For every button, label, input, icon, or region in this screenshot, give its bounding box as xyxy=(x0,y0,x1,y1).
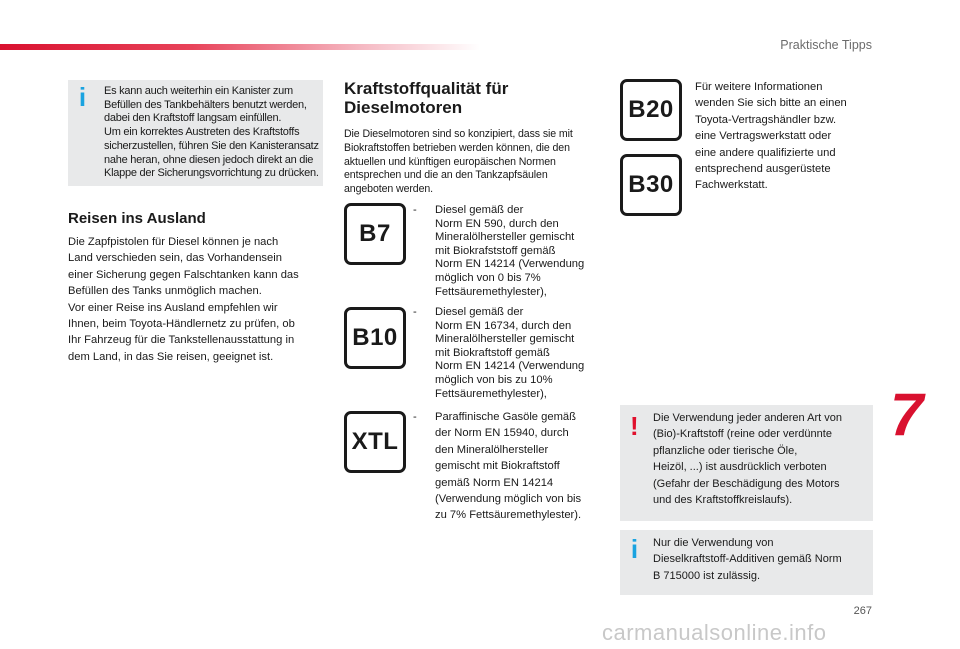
text-line: Fettsäuremethylester), xyxy=(435,387,547,400)
info-box-canister xyxy=(68,80,323,186)
text-line: wenden Sie sich bitte an einen xyxy=(695,97,847,110)
heading-line: Kraftstoffqualität für xyxy=(344,79,509,98)
text-line: Die Dieselmotoren sind so konzipiert, dass sie mit xyxy=(344,128,573,140)
text-line: Für weitere Informationen xyxy=(695,81,823,93)
text-line: den Mineralölhersteller xyxy=(435,443,549,456)
text-line: möglich von bis zu 10% xyxy=(435,373,553,386)
heading-line: Dieselmotoren xyxy=(344,98,463,117)
text-line: Fettsäuremethylester), xyxy=(435,285,547,298)
text-line: Norm EN 14214 (Verwendung xyxy=(435,360,585,373)
text-line: eine andere qualifizierte und xyxy=(695,146,836,159)
text-line: Heizöl, ...) ist ausdrücklich verboten xyxy=(653,461,827,474)
text-line: Um ein korrektes Austreten des Kraftstoffs xyxy=(104,126,300,139)
text-line: Fachwerkstatt. xyxy=(695,179,768,192)
text-line: Diesel gemäß der xyxy=(435,204,524,216)
text-line: (Bio)-Kraftstoff (reine oder verdünnte xyxy=(653,428,832,441)
text-line: dem Land, in das Sie reisen, geeignet ist. xyxy=(68,350,274,363)
fuel-badge-b7: B7 xyxy=(344,203,406,265)
text-line: Ihnen, beim Toyota-Händlernetz zu prüfen, ob xyxy=(68,318,295,331)
dash: - xyxy=(413,411,417,423)
text-line: Norm EN 14214 (Verwendung xyxy=(435,258,585,271)
text-line: pflanzliche oder tierische Öle, xyxy=(653,444,798,457)
warning-box xyxy=(620,405,873,521)
text-line: B 715000 ist zulässig. xyxy=(653,569,761,582)
chapter-number: 7 xyxy=(890,381,924,448)
text-line: eine Vertragswerkstatt oder xyxy=(695,130,832,143)
text-line: Norm EN 590, durch den xyxy=(435,217,559,230)
text-line: Dieselkraftstoff-Additiven gemäß Norm xyxy=(653,553,842,566)
text-line: Die Verwendung jeder anderen Art von xyxy=(653,412,842,424)
fuel-badge-b20: B20 xyxy=(620,79,682,141)
fuel-badge-b30: B30 xyxy=(620,154,682,216)
text-line: Befüllen des Tanks unmöglich machen. xyxy=(68,285,262,298)
text-line: gemischt mit Biokraftstoff xyxy=(435,460,560,473)
text-line: möglich von 0 bis 7% xyxy=(435,271,541,284)
text-line: aktuellen und künftigen europäischen Normen xyxy=(344,155,556,168)
text-line: angeboten werden. xyxy=(344,183,434,196)
text-line: gemäß Norm EN 14214 xyxy=(435,476,554,489)
text-line: Mineralölhersteller gemischt xyxy=(435,333,575,346)
header-accent-bar xyxy=(0,44,480,50)
text-line: Land verschieden sein, das Vorhandensein xyxy=(68,252,282,265)
text-line: Vor einer Reise ins Ausland empfehlen wir xyxy=(68,301,278,314)
dash: - xyxy=(413,204,417,216)
text-line: Mineralölhersteller gemischt xyxy=(435,231,575,244)
text-line: Diesel gemäß der xyxy=(435,306,524,318)
text-line: Klappe der Sicherungsvorrichtung zu drücken. xyxy=(104,167,319,180)
text-line: nahe heran, ohne diesen jedoch direkt an die xyxy=(104,153,314,166)
text-line: Nur die Verwendung von xyxy=(653,537,774,549)
text-line: Ihr Fahrzeug für die Tankstellenausstattung in xyxy=(68,334,295,347)
travel-heading: Reisen ins Ausland xyxy=(68,210,206,227)
text-line: Biokraftstoffen betrieben werden können, die den xyxy=(344,141,570,154)
info-box-additives xyxy=(620,530,873,595)
text-line: zu 7% Fettsäuremethylester). xyxy=(435,509,582,522)
more-info-paragraph xyxy=(695,79,875,194)
text-line: dabei den Kraftstoff langsam einfüllen. xyxy=(104,112,282,125)
watermark: carmanualsonline.info xyxy=(602,620,827,645)
fuel-item-xtl xyxy=(413,409,613,524)
page-number: 267 xyxy=(853,605,872,617)
text-line: (Verwendung möglich von bis xyxy=(435,493,582,506)
text-line: einer Sicherung gegen Falschtanken kann das xyxy=(68,268,299,281)
fuel-quality-intro xyxy=(344,128,606,197)
fuel-badge-xtl: XTL xyxy=(344,411,406,473)
travel-paragraph xyxy=(68,234,328,365)
info-icon: i xyxy=(78,82,87,112)
fuel-item-b7 xyxy=(413,204,613,304)
text-line: mit Biokrafststoff gemäß xyxy=(435,244,556,257)
text-line: Befüllen des Tankbehälters benutzt werden, xyxy=(104,98,307,111)
fuel-quality-heading xyxy=(344,79,508,117)
section-title: Praktische Tipps xyxy=(780,38,872,52)
text-line: entsprechen und die an den Tankzapfsäulen xyxy=(344,169,548,182)
text-line: entsprechend ausgerüstete xyxy=(695,163,831,176)
info-icon: i xyxy=(630,534,639,564)
text-line: Toyota-Vertragshändler bzw. xyxy=(695,113,837,126)
fuel-badge-b10: B10 xyxy=(344,307,406,369)
fuel-item-b10 xyxy=(413,306,613,406)
exclamation-icon: ! xyxy=(630,411,639,441)
text-line: und des Kraftstoffkreislaufs). xyxy=(653,494,793,507)
text-line: Paraffinische Gasöle gemäß xyxy=(435,411,576,423)
text-line: der Norm EN 15940, durch xyxy=(435,427,569,440)
text-line: (Gefahr der Beschädigung des Motors xyxy=(653,477,840,490)
text-line: sicherzustellen, führen Sie den Kanisteransatz xyxy=(104,139,319,152)
text-line: Die Zapfpistolen für Diesel können je nach xyxy=(68,236,279,248)
dash: - xyxy=(413,306,417,318)
text-line: Norm EN 16734, durch den xyxy=(435,319,572,332)
text-line: mit Biokraftstoff gemäß xyxy=(435,346,550,359)
text-line: Es kann auch weiterhin ein Kanister zum xyxy=(104,85,293,97)
